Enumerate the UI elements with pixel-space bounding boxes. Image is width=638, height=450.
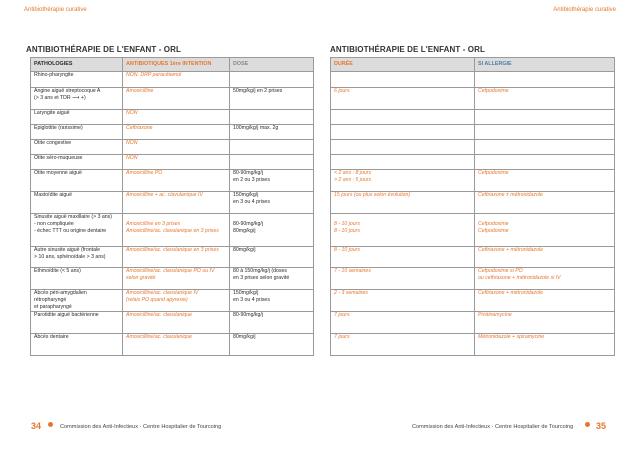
left-row (31, 247, 314, 268)
left-cell: Ethmoïdite (< 5 ans) (31, 268, 123, 290)
right-cell: Ceftriaxone + métronidazole (475, 247, 615, 268)
left-cell: Amoxicilline/ac. clavulanique (123, 312, 230, 334)
right-cell: < 2 ans : 8 jours > 2 ans : 5 jours (331, 170, 475, 192)
right-row (331, 268, 615, 290)
right-cell: 2 - 3 semaines (331, 290, 475, 312)
left-row (31, 214, 314, 247)
right-table-header-row (331, 58, 615, 72)
right-cell (331, 72, 475, 88)
left-cell: 80mg/kg/j (230, 247, 314, 268)
left-cell: Rhino-pharyngite (31, 72, 123, 88)
right-cell (475, 140, 615, 155)
right-row (331, 247, 615, 268)
left-cell: 80-90mg/kg/j (230, 312, 314, 334)
left-row (31, 312, 314, 334)
left-cell: NON (123, 155, 230, 170)
right-cell (475, 72, 615, 88)
right-cell (331, 155, 475, 170)
left-cell: Amoxicilline/ac. clavulanique en 3 prises (123, 247, 230, 268)
right-footer-text: Commission des Anti-Infectieux - Centre Hospitalier de Tourcoing (412, 424, 574, 430)
left-cell (230, 140, 314, 155)
running-header-left: Antibiothérapie curative (24, 7, 87, 13)
right-cell: 8 - 10 jours (331, 247, 475, 268)
right-row (331, 170, 615, 192)
left-row (31, 88, 314, 110)
left-cell: Amoxicilline/ac. clavulanique PO ou IV selon gravité (123, 268, 230, 290)
left-row (31, 192, 314, 214)
right-row (331, 140, 615, 155)
left-cell: Amoxicilline/ac. clavulanique (123, 334, 230, 356)
left-cell: Abcès péri-amygdalien rétropharyngé et parapharyngé (31, 290, 123, 312)
left-antibiotic-table (30, 57, 314, 356)
right-cell: Ceftriaxone ± métronidazole (475, 192, 615, 214)
left-cell: Amoxicilline/ac. clavulanique IV (relais PO quand apyrexie) (123, 290, 230, 312)
left-cell: Amoxicilline (123, 88, 230, 110)
header-pathologies: PATHOLOGIES (31, 58, 123, 72)
right-cell: Ceftriaxone + métronidazole (475, 290, 615, 312)
left-cell: 80-90mg/kg/j 80mg/kg/j (230, 214, 314, 247)
right-footer-dot-icon (585, 422, 590, 427)
header-dose: DOSE (230, 58, 314, 72)
left-cell: Amoxicilline PO (123, 170, 230, 192)
left-page-title: ANTIBIOTHÉRAPIE DE L'ENFANT - ORL (26, 45, 181, 54)
left-cell: Epiglottite (rarissime) (31, 125, 123, 140)
right-cell (475, 155, 615, 170)
right-row (331, 290, 615, 312)
left-cell: NON (123, 140, 230, 155)
right-cell: 8 - 10 jours 8 - 10 jours (331, 214, 475, 247)
left-row (31, 155, 314, 170)
left-cell: Otite congestive (31, 140, 123, 155)
right-cell: 15 jours (ou plus selon évolution) (331, 192, 475, 214)
left-cell: Amoxicilline en 3 prises Amoxicilline/ac. clavulanique en 3 prises (123, 214, 230, 247)
right-cell (475, 110, 615, 125)
right-row (331, 192, 615, 214)
left-row (31, 170, 314, 192)
right-page-title: ANTIBIOTHÉRAPIE DE L'ENFANT - ORL (330, 45, 485, 54)
left-cell: Otite moyenne aiguë (31, 170, 123, 192)
right-cell: Pristinamycine (475, 312, 615, 334)
right-cell: 7 - 10 semaines (331, 268, 475, 290)
left-cell: Otite séro-muqueuse (31, 155, 123, 170)
left-footer-dot-icon (48, 422, 53, 427)
left-page-number: 34 (31, 421, 42, 431)
right-row (331, 110, 615, 125)
left-cell: Laryngite aiguë (31, 110, 123, 125)
right-row (331, 125, 615, 140)
right-antibiotic-table (330, 57, 615, 356)
header-antibiotics: ANTIBIOTIQUES 1ère INTENTION (123, 58, 230, 72)
left-cell: 100mg/kg/j max. 2g (230, 125, 314, 140)
left-cell: Amoxicilline + ac. clavulanique IV (123, 192, 230, 214)
left-row (31, 140, 314, 155)
left-cell: 150mg/kg/j en 3 ou 4 prises (230, 290, 314, 312)
right-cell: 7 jours (331, 312, 475, 334)
right-cell: Métronidazole + spiramycine (475, 334, 615, 356)
left-cell: 80-90mg/kg/j en 2 ou 3 prises (230, 170, 314, 192)
right-row (331, 155, 615, 170)
left-cell: 80mg/kg/j (230, 334, 314, 356)
right-cell (331, 140, 475, 155)
right-cell: 7 jours (331, 334, 475, 356)
left-row (31, 72, 314, 88)
running-header-right: Antibiothérapie curative (553, 7, 616, 13)
right-row (331, 334, 615, 356)
right-cell: Cefpodoxime (475, 170, 615, 192)
right-cell: Cefpodoxime si PO ou ceftriaxone + métronidazole si IV (475, 268, 615, 290)
left-cell: Abcès dentaire (31, 334, 123, 356)
right-cell (331, 110, 475, 125)
right-page-number: 35 (596, 421, 607, 431)
right-row (331, 312, 615, 334)
right-row (331, 214, 615, 247)
right-cell (475, 125, 615, 140)
left-cell: 50mg/kg/j en 2 prises (230, 88, 314, 110)
left-cell: 150mg/kg/j en 3 ou 4 prises (230, 192, 314, 214)
left-row (31, 334, 314, 356)
left-row (31, 125, 314, 140)
left-cell: 80 à 150mg/kg/j (doses en 3 prises selon gravité (230, 268, 314, 290)
right-cell (331, 125, 475, 140)
left-cell: Parotidite aiguë bactérienne (31, 312, 123, 334)
right-cell: Cefpodoxime (475, 88, 615, 110)
right-cell: Cefpodoxime Cefpodoxime (475, 214, 615, 247)
right-row (331, 72, 615, 88)
left-row (31, 268, 314, 290)
left-cell: Autre sinusite aiguë (frontale > 10 ans, sphénoïdale > 3 ans) (31, 247, 123, 268)
left-cell: NON (123, 110, 230, 125)
right-cell: 6 jours (331, 88, 475, 110)
left-row (31, 290, 314, 312)
header-allergy: SI ALLERGIE (475, 58, 615, 72)
left-cell: Sinusite aiguë maxillaire (> 3 ans) - non compliquée - échec TTT ou origine dentaire (31, 214, 123, 247)
left-cell (230, 110, 314, 125)
left-cell (230, 72, 314, 88)
left-row (31, 110, 314, 125)
left-cell (230, 155, 314, 170)
header-duration: DURÉE (331, 58, 475, 72)
left-cell: Angine aiguë streptocoque A (> 3 ans et TDR ⟶ +) (31, 88, 123, 110)
left-footer-text: Commission des Anti-Infectieux - Centre Hospitalier de Tourcoing (60, 424, 222, 430)
left-cell: Mastoïdite aiguë (31, 192, 123, 214)
left-cell: NON. DRP paracétamol (123, 72, 230, 88)
left-cell: Ceftriaxone (123, 125, 230, 140)
left-table-header-row (31, 58, 314, 72)
right-row (331, 88, 615, 110)
